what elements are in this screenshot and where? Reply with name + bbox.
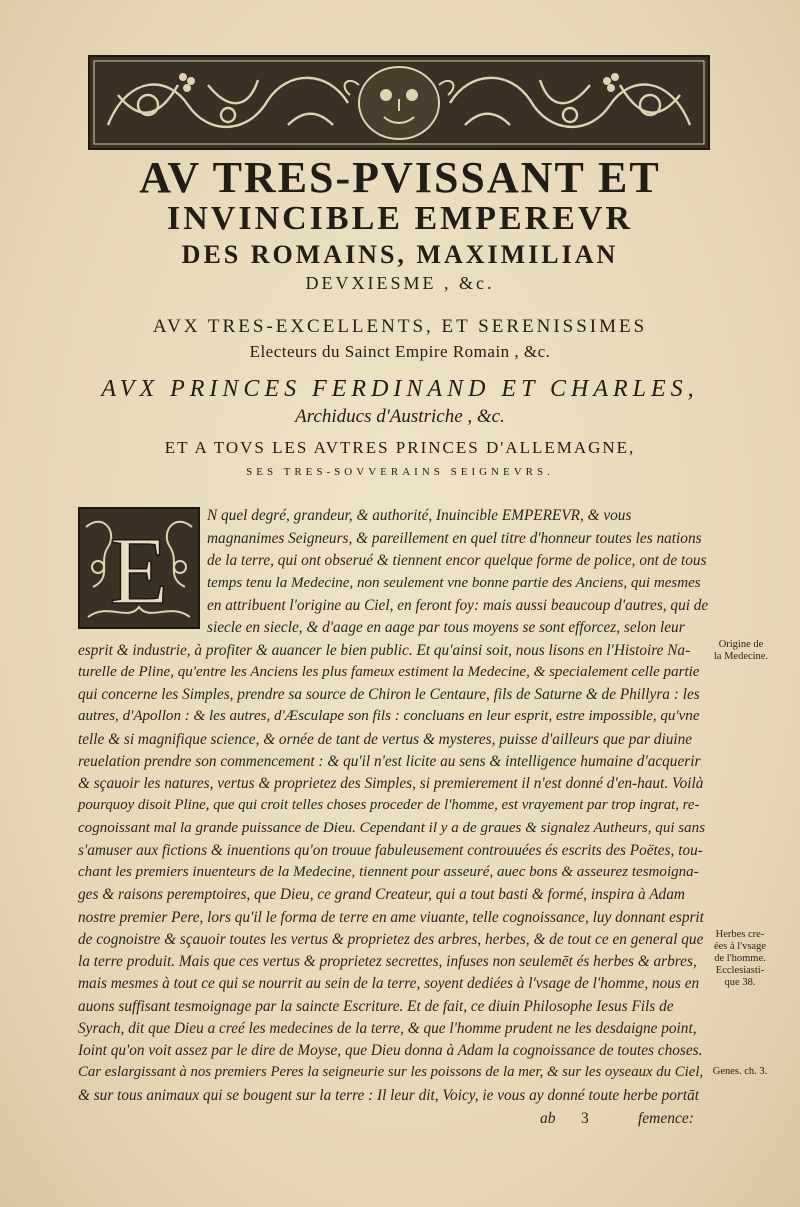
heading-line-3: DES ROMAINS, MAXIMILIAN bbox=[181, 240, 619, 269]
dropcap-letter: E bbox=[109, 517, 169, 624]
text-line: nostre premier Pere, lors qu'il le forma de terre en ame viuante, telle cognoissance, luy donnant esprit bbox=[78, 909, 704, 926]
text-line: pourquoy disoit Pline, que qui croit telles choses proceder de l'homme, est vrayement par trop ingrat, re- bbox=[78, 797, 700, 813]
margin-note-line: Genes. ch. 3. bbox=[712, 1066, 768, 1077]
text-line: magnanimes Seigneurs, & pareillement en quel titre d'honneur toutes les nations bbox=[207, 530, 702, 547]
text-line: mais mesmes à tout ce qui se nourrit au sein de la terre, soyent dediées à l'vsage de l'homme, nous en bbox=[78, 975, 700, 992]
margin-note-line: Origine de bbox=[718, 639, 764, 650]
text-line: turelle de Pline, qu'entre les Anciens les plus fameux estiment la Medecine, & specialement celle partie bbox=[78, 664, 700, 680]
text-line: esprit & industrie, à profiter & auancer le bien public. Et qu'ainsi soit, nous lisons en l'Histoire Na- bbox=[78, 642, 691, 659]
margin-note-line: la Medecine. bbox=[713, 651, 769, 662]
text-line: N quel degré, grandeur, & authorité, Inuincible EMPEREVR, & vous bbox=[207, 507, 632, 524]
text-line: telle & si magnifique science, & ornée de tant de vertus & mysteres, puisse d'ailleurs que par diuine bbox=[78, 731, 693, 748]
heading-line-5: AVX TRES-EXCELLENTS, ET SERENISSIMES bbox=[152, 316, 648, 337]
margin-note-line: de l'homme. bbox=[714, 953, 766, 964]
text-line: qui concerne les Simples, prendre sa source de Chiron le Centaure, fils de Saturne & de Phillyra : les bbox=[78, 686, 700, 703]
text-line: la terre produit. Mais que ces vertus & proprietez secrettes, infuses non seulemēt és herbes & arbres, bbox=[78, 953, 697, 970]
text-line: temps tenu la Medecine, non seulement vne bonne partie des Anciens, qui mesmes bbox=[207, 575, 701, 591]
text-line: & sur tous animaux qui se bougent sur la terre : Il leur dit, Voicy, ie vous ay donné toute herbe portāt bbox=[78, 1087, 700, 1104]
margin-note-line: que 38. bbox=[724, 977, 756, 988]
ornamental-dropcap bbox=[78, 507, 200, 629]
page-number: 3 bbox=[581, 1110, 589, 1127]
text-line: & sçauoir les natures, vertus & proprietez des Simples, si premierement il n'est donné d'en-haut. Voilà bbox=[78, 775, 704, 792]
ornamental-headpiece bbox=[88, 55, 710, 150]
text-line: cognoissant mal la grande puissance de Dieu. Cependant il y a de graues & signalez Autheurs, qui sans bbox=[78, 820, 706, 836]
text-line: de la terre, qui ont obserué & tiennent encor quelque forme de police, ont de tous bbox=[207, 552, 707, 569]
margin-note-genesis bbox=[708, 1066, 772, 1078]
signature-mark: ab bbox=[540, 1110, 556, 1127]
text-line: Ioint qu'on voit assez par le dire de Moyse, que Dieu donna à Adam la cognoissance de toutes choses. bbox=[78, 1042, 703, 1059]
text-line: chant les premiers inuenteurs de la Medecine, tiennent pour asseuré, auec bons & asseurez tesmoigna- bbox=[78, 864, 699, 880]
text-line: siecle en siecle, & d'aage en aage par tous moyens se sont efforcez, selon leur bbox=[207, 619, 685, 636]
margin-note-line: ées à l'vsage bbox=[713, 941, 767, 952]
text-line: s'amuser aux fictions & inuentions qu'on trouue fabuleusement controuuées és escrits des Poëtes, tou- bbox=[78, 842, 703, 859]
margin-note-line: Ecclesiasti- bbox=[715, 965, 765, 976]
heading-line-2: INVINCIBLE EMPEREVR bbox=[167, 200, 633, 237]
text-line: en attribuent l'origine au Ciel, en feront foy: mais aussi beaucoup d'autres, qui de bbox=[207, 597, 709, 614]
heading-line-10: SES TRES-SOVVERAINS SEIGNEVRS. bbox=[246, 466, 554, 478]
text-line: Car eslargissant à nos premiers Peres la seigneurie sur les poissons de la mer, & sur les oyseaux du Ciel, bbox=[78, 1064, 704, 1080]
margin-note-herbes bbox=[708, 929, 772, 989]
text-line: de cognoistre & sçauoir toutes les vertus & proprietez des arbres, herbes, & de tout ce en general que bbox=[78, 931, 704, 948]
heading-line-9: ET A TOVS LES AVTRES PRINCES D'ALLEMAGNE, bbox=[164, 438, 636, 457]
heading-line-6: Electeurs du Sainct Empire Romain , &c. bbox=[249, 342, 551, 361]
heading-line-7: AVX PRINCES FERDINAND ET CHARLES, bbox=[101, 376, 699, 402]
margin-note-line: Herbes cre- bbox=[715, 929, 765, 940]
text-line: reuelation prendre son commencement : & qu'il n'est licite au sens & intelligence humaine d'acquerir bbox=[78, 753, 701, 770]
text-line: Syrach, dit que Dieu a creé les medecines de la terre, & que l'homme prudent ne les desdaigne point, bbox=[78, 1020, 697, 1037]
text-line: autres, d'Apollon : & les autres, d'Æsculape son fils : concluans en leur esprit, estre impossible, qu'vne bbox=[78, 708, 700, 724]
heading-line-1: AV TRES-PVISSANT ET bbox=[139, 153, 661, 202]
margin-note-origin bbox=[712, 639, 770, 663]
text-line: ges & raisons peremptoires, que Dieu, ce grand Createur, qui a tout basti & formé, inspira à Adam bbox=[78, 886, 685, 903]
catchword: femence: bbox=[638, 1110, 694, 1127]
text-line: auons suffisant tesmoignage par la saincte Escriture. Et de fait, ce diuin Philosophe Iesus Fils de bbox=[78, 998, 674, 1015]
heading-line-4: DEVXIESME , &c. bbox=[305, 273, 495, 293]
heading-line-8: Archiducs d'Austriche , &c. bbox=[295, 406, 505, 427]
